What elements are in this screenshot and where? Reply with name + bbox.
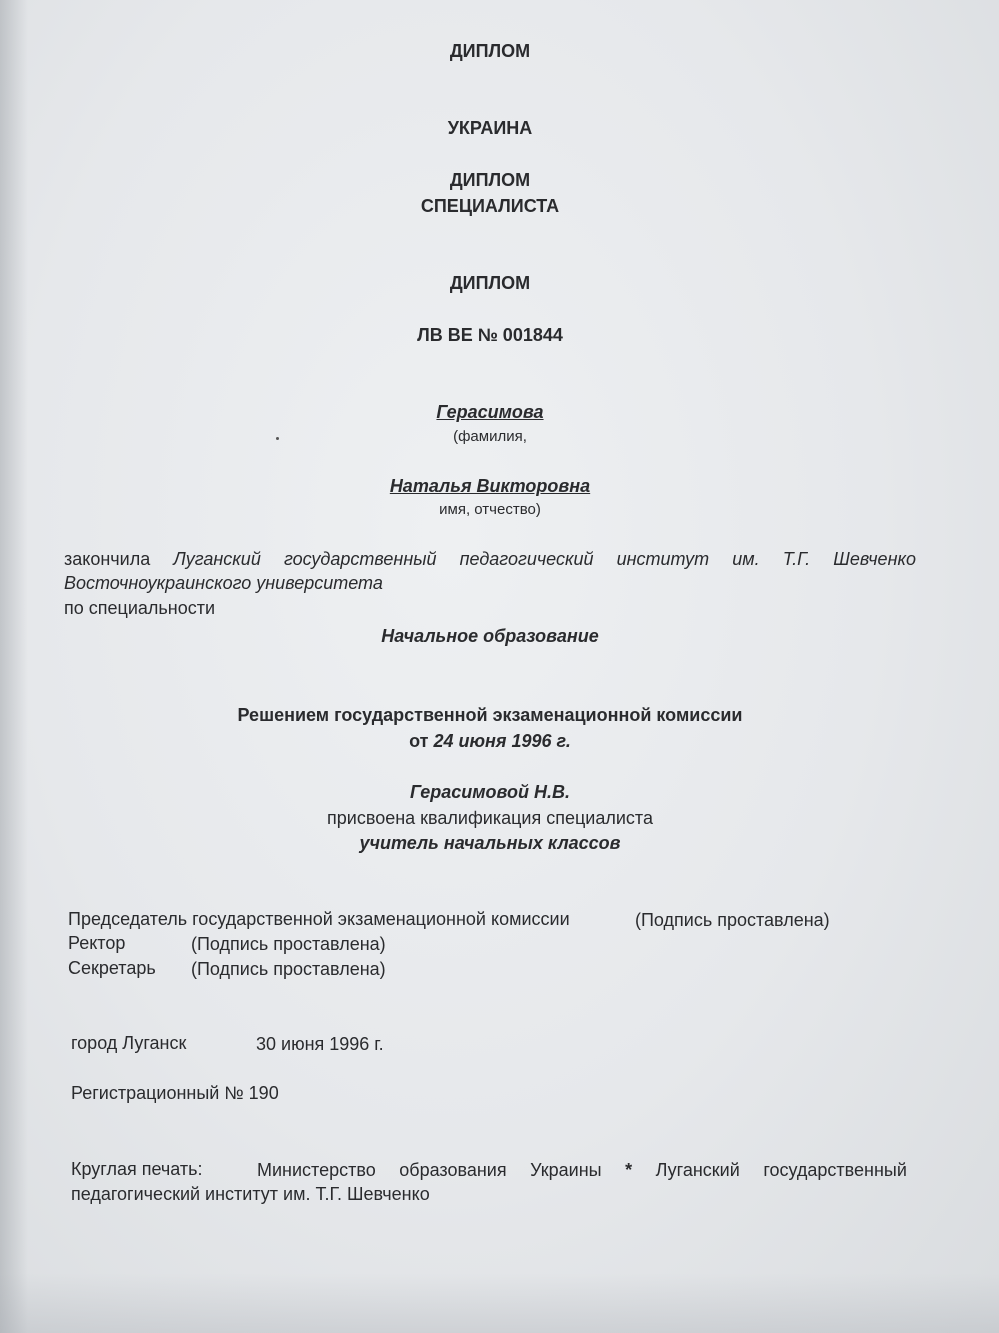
- seal-word: государственный: [763, 1160, 907, 1180]
- institution-line-1: [64, 548, 916, 570]
- finished-label: закончила: [64, 549, 151, 569]
- issue-date: 30 июня 1996 г.: [256, 1034, 384, 1054]
- chair-signature: (Подпись проставлена): [635, 910, 830, 930]
- seal-line-1: [257, 1159, 907, 1181]
- seal-line-2: педагогический институт им. Т.Г. Шевченко: [71, 1184, 430, 1204]
- page-bottom-shadow: [0, 1273, 999, 1333]
- diploma-heading-1: ДИПЛОМ: [449, 41, 531, 61]
- decision-date-value: 24 июня 1996 г.: [433, 731, 571, 751]
- seal-word: Министерство: [257, 1160, 376, 1180]
- chair-label: Председатель государственной экзаменационной комиссии: [68, 909, 570, 929]
- registration-number: Регистрационный № 190: [71, 1083, 279, 1103]
- specialty-label: по специальности: [64, 598, 216, 618]
- decision-line: Решением государственной экзаменационной комиссии: [237, 705, 743, 725]
- seal-star: *: [625, 1160, 633, 1180]
- city: город Луганск: [71, 1033, 187, 1053]
- surname: Герасимова: [436, 402, 544, 422]
- institution-word: государственный: [283, 549, 437, 569]
- seal-label: Круглая печать:: [71, 1159, 203, 1179]
- paper-speck: [276, 437, 279, 440]
- institution-word: Луганский: [173, 549, 261, 569]
- specialist-heading: СПЕЦИАЛИСТА: [420, 196, 560, 216]
- decision-date: [0, 730, 980, 752]
- seal-word: образования: [399, 1160, 507, 1180]
- diploma-number: ЛВ ВЕ № 001844: [417, 325, 563, 345]
- institution-line-2: Восточноукраинского университета: [64, 573, 383, 593]
- name-label: имя, отчество): [439, 501, 541, 518]
- surname-label: (фамилия,: [453, 428, 527, 445]
- institution-word: им.: [732, 549, 760, 569]
- rector-label: Ректор: [68, 933, 126, 953]
- diploma-heading-2: ДИПЛОМ: [449, 170, 531, 190]
- secretary-signature: (Подпись проставлена): [191, 959, 386, 979]
- decision-date-prefix: от: [409, 731, 429, 751]
- institution-word: Т.Г.: [782, 549, 811, 569]
- full-name: Наталья Викторовна: [389, 476, 591, 496]
- rector-signature: (Подпись проставлена): [191, 934, 386, 954]
- secretary-label: Секретарь: [68, 958, 156, 978]
- qualification: учитель начальных классов: [359, 833, 621, 853]
- country-heading: УКРАИНА: [447, 118, 533, 138]
- institution-word: педагогический: [459, 549, 594, 569]
- seal-word: Луганский: [655, 1160, 740, 1180]
- institution-word: институт: [616, 549, 710, 569]
- recipient-name: Герасимовой Н.В.: [410, 782, 570, 802]
- specialty: Начальное образование: [381, 626, 599, 646]
- diploma-heading-3: ДИПЛОМ: [449, 273, 531, 293]
- seal-word: Украины: [530, 1160, 602, 1180]
- institution-word: Шевченко: [833, 549, 916, 569]
- qualification-label: присвоена квалификация специалиста: [327, 808, 653, 828]
